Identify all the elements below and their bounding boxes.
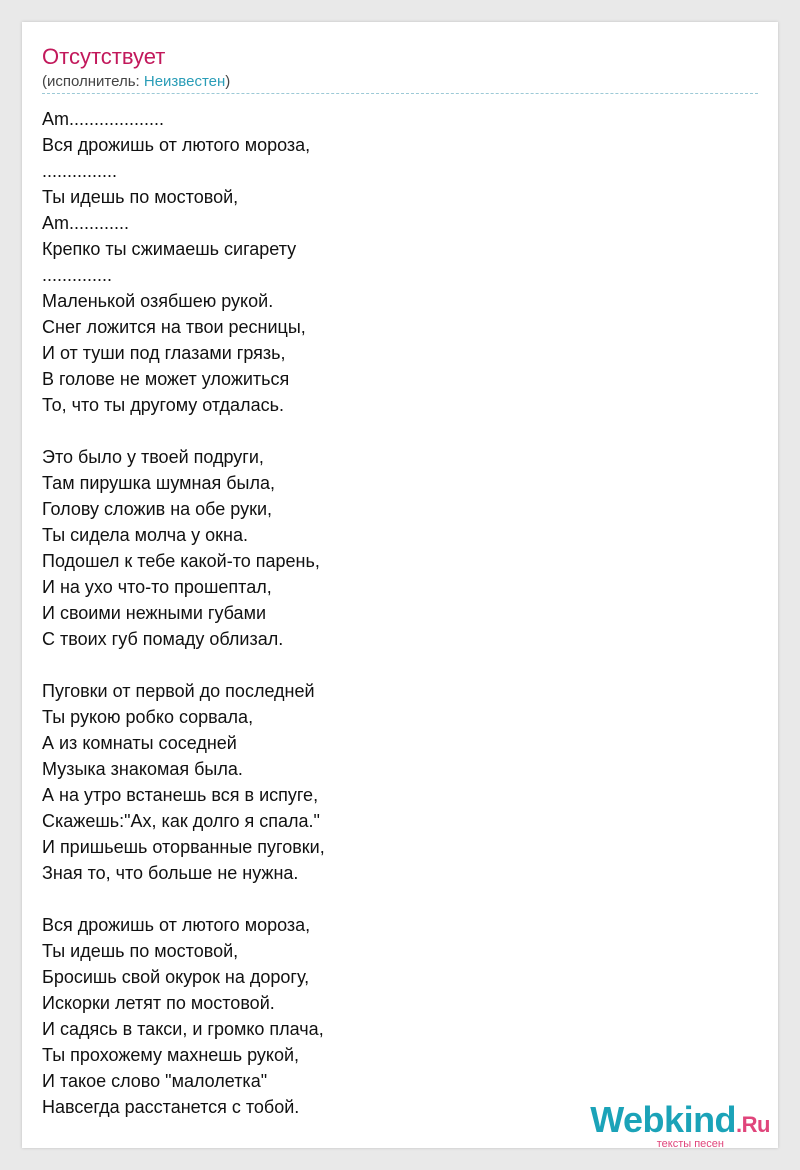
- lyric-line: Голову сложив на обе руки,: [42, 499, 273, 519]
- lyric-line: И своими нежными губами: [42, 603, 266, 623]
- lyric-line: Am............: [42, 213, 130, 233]
- stanza-break: [42, 418, 742, 444]
- logo-domain: .Ru: [736, 1112, 770, 1137]
- song-title: Отсутствует: [42, 44, 166, 69]
- logo-tagline: тексты песен: [656, 1138, 724, 1150]
- lyrics-body: [42, 106, 742, 1120]
- lyric-line: И садясь в такси, и громко плача,: [42, 1019, 324, 1039]
- lyric-line: Ты прохожему махнешь рукой,: [42, 1045, 300, 1065]
- lyric-line: И такое слово "малолетка": [42, 1071, 268, 1091]
- artist-suffix: ): [225, 73, 231, 90]
- lyric-line: То, что ты другому отдалась.: [42, 395, 284, 415]
- lyric-line: Ты сидела молча у окна.: [42, 525, 248, 545]
- lyrics-card: [22, 22, 778, 1148]
- lyric-line: А из комнаты соседней: [42, 733, 237, 753]
- lyric-line: Бросишь свой окурок на дорогу,: [42, 967, 310, 987]
- lyric-line: Пуговки от первой до последней: [42, 681, 315, 701]
- lyric-line: Маленькой озябшею рукой.: [42, 291, 274, 311]
- lyric-line: Вся дрожишь от лютого мороза,: [42, 915, 311, 935]
- lyric-line: И от туши под глазами грязь,: [42, 343, 286, 363]
- lyric-line: И пришьешь оторванные пуговки,: [42, 837, 325, 857]
- lyric-line: Ты идешь по мостовой,: [42, 187, 239, 207]
- site-logo[interactable]: [590, 1099, 770, 1150]
- lyric-line: Am...................: [42, 109, 165, 129]
- lyric-line: Ты идешь по мостовой,: [42, 941, 239, 961]
- lyric-line: Скажешь:"Ах, как долго я спала.": [42, 811, 320, 831]
- header-divider: [42, 93, 758, 94]
- artist-line: [42, 72, 230, 92]
- stanza-break: [42, 652, 742, 678]
- artist-prefix: (исполнитель:: [42, 73, 144, 90]
- lyric-line: Музыка знакомая была.: [42, 759, 243, 779]
- lyric-line: Искорки летят по мостовой.: [42, 993, 275, 1013]
- lyric-line: А на утро встанешь вся в испуге,: [42, 785, 319, 805]
- lyric-line: Там пирушка шумная была,: [42, 473, 275, 493]
- lyric-line: ..............: [42, 265, 113, 285]
- stanza-break: [42, 886, 742, 912]
- lyric-line: Навсегда расстанется с тобой.: [42, 1097, 300, 1117]
- lyric-line: Подошел к тебе какой-то парень,: [42, 551, 320, 571]
- lyric-line: Зная то, что больше не нужна.: [42, 863, 299, 883]
- lyric-line: И на ухо что-то прошептал,: [42, 577, 272, 597]
- logo-text: Webkind: [590, 1099, 737, 1140]
- lyric-line: Ты рукою робко сорвала,: [42, 707, 254, 727]
- lyric-line: Это было у твоей подруги,: [42, 447, 264, 467]
- lyric-line: ...............: [42, 161, 118, 181]
- lyric-line: Снег ложится на твои ресницы,: [42, 317, 306, 337]
- lyric-line: С твоих губ помаду облизал.: [42, 629, 284, 649]
- lyric-line: Крепко ты сжимаешь сигарету: [42, 239, 297, 259]
- artist-link[interactable]: Неизвестен: [143, 73, 226, 90]
- lyric-line: Вся дрожишь от лютого мороза,: [42, 135, 311, 155]
- lyric-line: В голове не может уложиться: [42, 369, 290, 389]
